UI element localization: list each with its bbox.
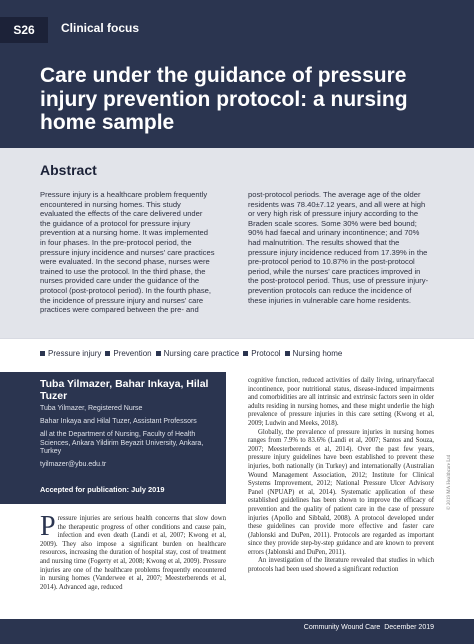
keyword-item xyxy=(243,349,280,358)
bullet-icon xyxy=(243,351,248,356)
body-paragraph: cognitive function, reduced activities of daily living, urinary/faecal incontinence, poor nutritional status, disease-induced impairments and comorbidities are all intrinsic and extrinsic factors seen in older adults residing in nursing homes, and these might underlie the high prevalence of pressure injuries in this care setting (Kwong et al, 2009; Ludwin and Meeks, 2018). xyxy=(248,377,434,427)
keyword-label: Prevention xyxy=(113,349,152,358)
section-label: Clinical focus xyxy=(61,21,140,35)
issue-date: December 2019 xyxy=(384,624,434,631)
keyword-item xyxy=(285,349,343,358)
keyword-label: Nursing home xyxy=(292,349,343,358)
body-paragraph: ressure injuries are serious health concerns that slow down the therapeutic progress of other conditions and cause pain, infection and even death (Landi et al, 2007; Kwong et al, 2009). They also impose a significant burden on healthcare resources, increasing the duration of hospital stay, cost of treatment and nursing time (Fogerty et al, 2008; Kwong et al, 2009). Pressure injuries are one of the healthcare problems frequently encountered in nursing homes (Vanderwee et al, 2007; Meesterberends et al, 2014). Advanced age, reduced xyxy=(40,515,226,591)
drop-cap: P xyxy=(40,511,56,542)
keyword-list xyxy=(40,349,342,358)
keyword-item xyxy=(105,349,151,358)
footer-band xyxy=(0,619,474,644)
abstract-heading: Abstract xyxy=(40,162,97,178)
bullet-icon xyxy=(156,351,161,356)
author-names: Tuba Yilmazer, Bahar Inkaya, Hilal Tuzer xyxy=(40,378,209,402)
bullet-icon xyxy=(40,351,45,356)
keyword-label: Protocol xyxy=(251,349,281,358)
article-title: Care under the guidance of pressure injury prevention protocol: a nursing home sample xyxy=(40,64,408,134)
body-paragraph: Globally, the prevalence of pressure injuries in nursing homes ranges from 7.9% to 83.6% (Landi et al, 2007; Santos and Souza, 2007; Meesterberends et al, 2014). Over the past few years, pressure injury guidelines have been established to prevent these injuries, both nationally (in Turkey) and internationally (Australian Wound Management Association, 2012; Institute for Clinical Systems Improvement, 2012; National Pressure Ulcer Advisory Panel (NPUAP) et al, 2014). Systematic application of these established guidelines has been shown to improve the efficacy of prevention and the quality of patient care in the case of pressure injuries (Apollo and Sibbald, 2008). A protocol developed under these guidelines can provide more effective and faster care (Jablonski and DuPen, 2011). Protocols are regarded as important since they provide step-by-step guidance and are known to prevent errors (Jablonski and DuPen, 2011). xyxy=(248,428,434,556)
footer-info xyxy=(304,624,434,631)
page-number-badge: S26 xyxy=(0,17,48,43)
abstract-text-right: post-protocol periods. The average age of the older residents was 78.40±7.12 years, and all were at high or very high risk of pressure injury according to the Braden scale scores. Some 30% were bed bound; 90% had faecal and urinary incontinence; and 70% had malnutrition. The results showed that the pressure injury incidence reduced from 17.39% in the pre-protocol period to 10.87% in the post-protocol period, while the nurses' care practices improved in the post-protocol period. Thus, use of pressure injury-prevention protocols can reduce the incidence of these injuries in vulnerable care home residents. xyxy=(248,190,429,305)
keyword-label: Nursing care practice xyxy=(163,349,240,358)
bullet-icon xyxy=(105,351,110,356)
accepted-date: Accepted for publication: July 2019 xyxy=(40,485,165,494)
copyright-notice: © 2019 MA Healthcare Ltd xyxy=(447,454,452,510)
author-role: Bahar Inkaya and Hilal Tuzer, Assistant Professors xyxy=(40,418,197,425)
author-affiliation: all at the Department of Nursing, Faculty of Health Sciences, Ankara Yildirim Beyazit University, Ankara, Turkey xyxy=(40,431,204,456)
keyword-item xyxy=(40,349,101,358)
journal-name: Community Wound Care xyxy=(303,624,381,631)
abstract-text-left: Pressure injury is a healthcare problem frequently encountered in nursing homes. This study evaluated the effects of the care delivered under the guidance of a protocol for pressure injury prevention at a nursing home. It was implemented in four phases. In the pre-protocol period, the pressure injury incidence and nurses' care practices were evaluated. In the second phase, nurses were trained to use the protocol. In the third phase, the nurses provided care under the guidance of the protocol (post-protocol period). In the fourth phase, the incidence of pressure injury and nurses' care practices were compared between the pre- and xyxy=(40,190,215,315)
body-column-left xyxy=(40,511,226,592)
body-column-right xyxy=(248,377,434,575)
bullet-icon xyxy=(285,351,290,356)
body-paragraph: An investigation of the literature revealed that studies in which protocols had been used showed a significant reduction xyxy=(248,557,434,574)
keyword-item xyxy=(156,349,240,358)
author-email[interactable]: tyilmazer@ybu.edu.tr xyxy=(40,461,107,468)
author-role: Tuba Yilmazer, Registered Nurse xyxy=(40,405,143,412)
keyword-label: Pressure injury xyxy=(48,349,102,358)
